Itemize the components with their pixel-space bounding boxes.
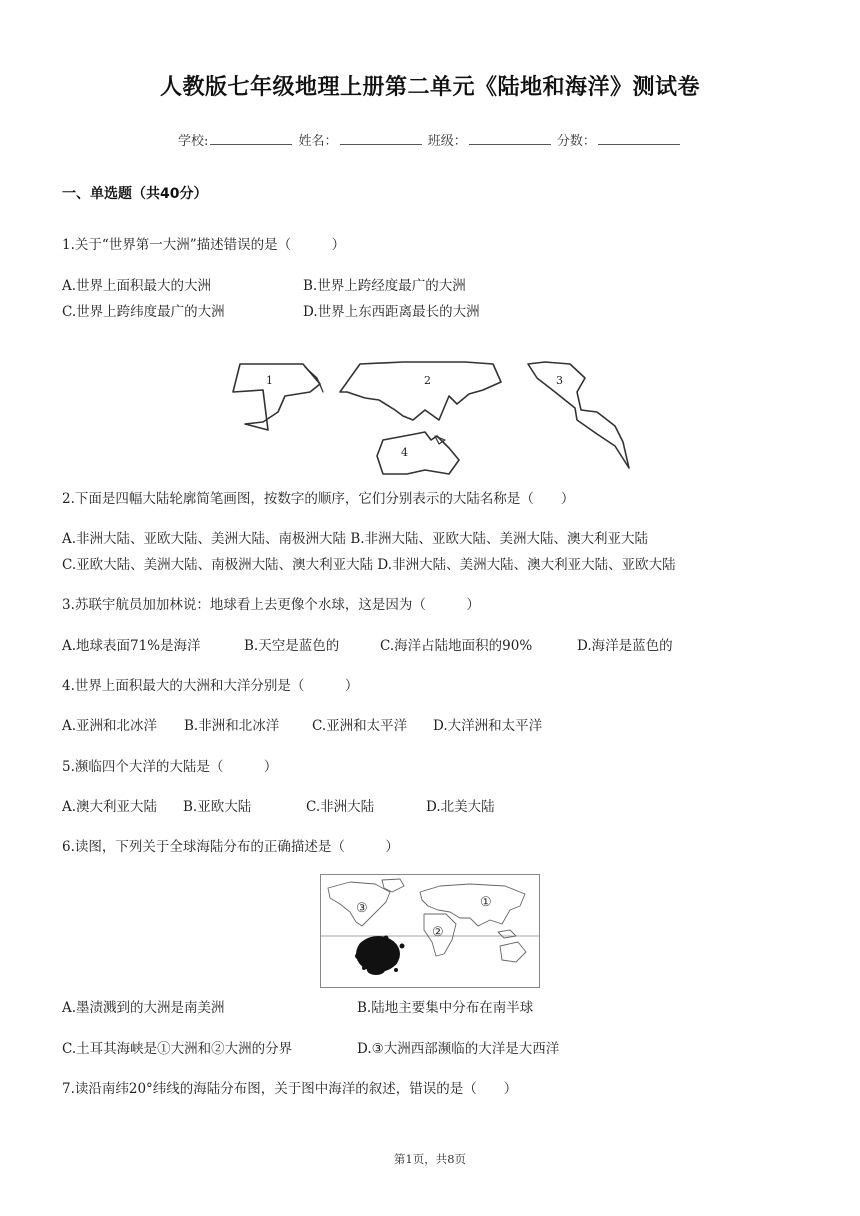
question-6-option-c: C.土耳其海峡是①大洲和②大洲的分界 — [62, 1041, 293, 1057]
question-3-option-d: D.海洋是蓝色的 — [577, 638, 673, 654]
question-5-stem: 5.濒临四个大洋的大陆是（ ） — [62, 759, 278, 775]
question-4-option-a: A.亚洲和北冰洋 — [62, 718, 158, 734]
question-6-option-d: D.③大洲西部濒临的大洋是大西洋 — [357, 1041, 560, 1057]
question-7-stem: 7.读沿南纬20°纬线的海陆分布图，关于图中海洋的叙述，错误的是（ ） — [62, 1081, 518, 1097]
continent-outline-3 — [528, 362, 629, 468]
question-4-stem: 4.世界上面积最大的大洲和大洋分别是（ ） — [62, 678, 359, 694]
continent-outlines-figure — [225, 352, 645, 476]
map-label-1: ① — [480, 895, 492, 910]
name-blank[interactable] — [340, 132, 422, 145]
class-blank[interactable] — [469, 132, 551, 145]
school-blank[interactable] — [210, 132, 292, 145]
name-label: 姓名： — [298, 134, 338, 149]
continent-label-2: 2 — [424, 374, 431, 387]
question-4-option-d: D.大洋洲和太平洋 — [433, 718, 543, 734]
question-3-option-a: A.地球表面71%是海洋 — [62, 638, 201, 654]
school-label: 学校: — [178, 134, 209, 149]
question-5-option-b: B.亚欧大陆 — [183, 799, 252, 815]
map-label-3: ③ — [356, 901, 368, 916]
page-title: 人教版七年级地理上册第二单元《陆地和海洋》测试卷 — [159, 75, 700, 100]
question-3-option-b: B.天空是蓝色的 — [244, 638, 340, 654]
question-3-stem: 3.苏联宇航员加加林说：地球看上去更像个水球，这是因为（ ） — [62, 597, 480, 613]
question-1-option-a: A.世界上面积最大的大洲 — [62, 278, 212, 294]
question-5-option-c: C.非洲大陆 — [306, 799, 375, 815]
continent-outline-2 — [340, 362, 501, 420]
continent-label-4: 4 — [401, 446, 408, 459]
continent-outline-4 — [377, 432, 459, 474]
question-6-option-a: A.墨渍溅到的大洲是南美洲 — [62, 1000, 225, 1016]
world-map-figure — [320, 874, 540, 988]
map-label-2: ② — [432, 925, 444, 940]
section-heading: 一、单选题（共40分） — [62, 186, 208, 202]
question-2-options-line-1: A.非洲大陆、亚欧大陆、美洲大陆、南极洲大陆 B.非洲大陆、亚欧大陆、美洲大陆、澳大利亚大陆 — [62, 531, 649, 547]
student-info-line — [178, 130, 682, 149]
continent-label-3: 3 — [556, 374, 563, 387]
page-footer: 第1页，共8页 — [393, 1152, 467, 1166]
score-label: 分数： — [556, 134, 596, 149]
question-2-options-line-2: C.亚欧大陆、美洲大陆、南极洲大陆、澳大利亚大陆 D.非洲大陆、美洲大陆、澳大利亚大陆、亚欧大陆 — [62, 557, 676, 573]
question-1-stem: 1.关于“世界第一大洲”描述错误的是（ ） — [62, 237, 346, 253]
question-6-stem: 6.读图，下列关于全球海陆分布的正确描述是（ ） — [62, 839, 399, 855]
score-blank[interactable] — [598, 132, 680, 145]
class-label: 班级： — [427, 134, 467, 149]
question-4-option-b: B.非洲和北冰洋 — [184, 718, 280, 734]
question-3-option-c: C.海洋占陆地面积的90% — [380, 638, 533, 654]
continent-outline-1 — [233, 364, 320, 430]
question-1-option-c: C.世界上跨纬度最广的大洲 — [62, 304, 225, 320]
continent-label-1: 1 — [266, 374, 273, 387]
question-5-option-a: A.澳大利亚大陆 — [62, 799, 158, 815]
question-2-stem: 2.下面是四幅大陆轮廓简笔画图，按数字的顺序，它们分别表示的大陆名称是（ ） — [62, 491, 575, 507]
question-5-option-d: D.北美大陆 — [426, 799, 495, 815]
question-1-option-b: B.世界上跨经度最广的大洲 — [303, 278, 466, 294]
question-6-option-b: B.陆地主要集中分布在南半球 — [357, 1000, 534, 1016]
question-4-option-c: C.亚洲和太平洋 — [312, 718, 408, 734]
question-1-option-d: D.世界上东西距离最长的大洲 — [303, 304, 480, 320]
